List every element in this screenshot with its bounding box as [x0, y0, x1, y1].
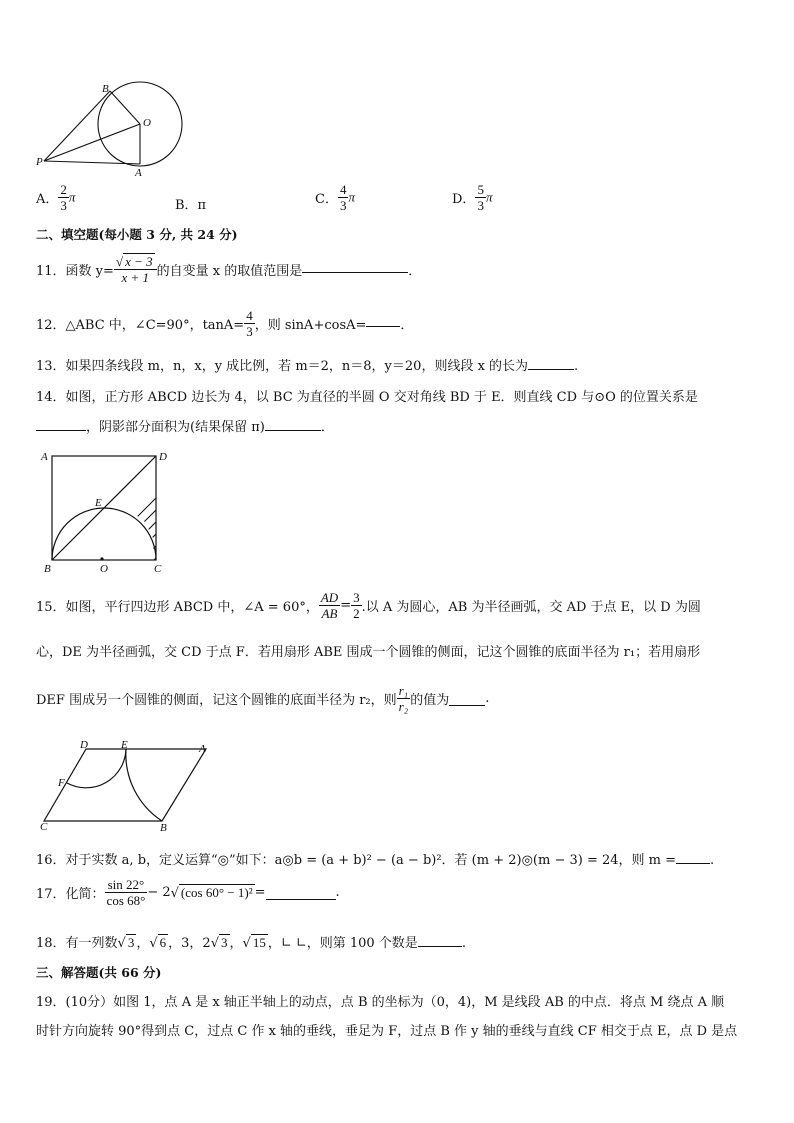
label-b: B — [102, 83, 109, 95]
option-b: B．π — [175, 198, 207, 213]
answer-blank-17[interactable] — [266, 885, 336, 900]
option-a: A． $\frac{2}{3}$ π — [36, 182, 76, 213]
question-11: 11．函数 y= $\frac{√ x - 3}{x + 1}$ 的自变量 x 的取值范围是 ． — [36, 254, 422, 285]
question-12: 12．△ABC 中，∠C=90°，tanA= $\frac{4}{3}$ ，则 sinA+cosA= ． — [36, 308, 414, 339]
answer-blank-15[interactable] — [449, 691, 485, 706]
figure-square-semicircle — [36, 448, 176, 578]
answer-blank-18[interactable] — [418, 932, 462, 947]
question-15-line3: DEF 围成另一个圆锥的侧面，记这个圆锥的底面半径为 r₂，则 $\frac{\text{r₁}}{\text{r₂}}$ 的值为 . — [36, 683, 490, 714]
option-c: C． $\frac{4}{3}$ π — [315, 182, 355, 213]
label-o: O — [100, 563, 108, 575]
figure-circle-tangents — [30, 80, 190, 180]
answer-blank-11[interactable] — [302, 258, 408, 273]
question-15-line2: 心，DE 为半径画弧，交 CD 于点 F．若用扇形 ABE 围成一个圆锥的侧面，记这个圆锥的底面半径为 r₁；若用扇形 — [36, 645, 701, 660]
label-p: P — [36, 156, 43, 168]
answer-blank-13[interactable] — [528, 355, 574, 370]
label-e: E — [95, 497, 102, 509]
question-16: 16．对于实数 a, b，定义运算“◎”如下：a◎b = (a + b)² − (a − b)²．若 (m + 2)◎(m − 3) = 24，则 m = . — [36, 849, 714, 868]
label-b: B — [160, 822, 167, 834]
label-c: C — [154, 563, 162, 575]
section-heading-solutions: 三、解答题(共 66 分) — [36, 965, 162, 980]
question-14-line2: ，阴影部分面积为(结果保留 π) ． — [36, 416, 334, 435]
question-13: 13．如果四条线段 m，n，x，y 成比例，若 m＝2，n＝8，y＝20，则线段 x 的长为 . — [36, 355, 578, 374]
label-c: C — [40, 821, 48, 833]
label-f: F — [58, 777, 65, 789]
figure-parallelogram-arcs — [36, 738, 216, 834]
question-15-line1: 15．如图，平行四边形 ABCD 中，∠A = 60°， $\frac{AD}{AB}$ = $\frac{3}{2}$ .以 A 为圆心，AB 为半径画弧，交 AD 于点 E，以 D 为圆 — [36, 590, 701, 621]
question-18: 18．有一列数√ 3 ，√ 6 ，3，2√ 3 ，√ 15 ，∟ ∟，则第 100 个数是 . — [36, 932, 466, 951]
label-d: D — [159, 451, 167, 463]
label-b: B — [44, 563, 51, 575]
label-a: A — [41, 451, 48, 463]
answer-blank-12[interactable] — [366, 312, 400, 327]
answer-blank-16[interactable] — [676, 849, 710, 864]
option-d: D． $\frac{5}{3}$ π — [452, 182, 493, 213]
label-d: D — [80, 739, 88, 751]
question-14-line1: 14．如图，正方形 ABCD 边长为 4，以 BC 为直径的半圆 O 交对角线 BD 于 E．则直线 CD 与⊙O 的位置关系是 — [36, 390, 698, 405]
answer-blank-14a[interactable] — [36, 416, 86, 431]
label-e: E — [121, 739, 128, 751]
answer-blank-14b[interactable] — [265, 416, 321, 431]
label-o: O — [143, 117, 151, 129]
section-heading-fill-blank: 二、填空题(每小题 3 分, 共 24 分) — [36, 227, 238, 242]
label-a: A — [135, 167, 142, 179]
label-a: A — [199, 743, 206, 755]
question-19-line1: 19．(10分）如图 1，点 A 是 x 轴正半轴上的动点，点 B 的坐标为（0，4)，M 是线段 AB 的中点．将点 M 绕点 A 顺 — [36, 995, 725, 1010]
question-17: 17．化简： $\frac{\sin 22^\circ}{\cos 68^\circ}$ − 2√ (cos 60° − 1)² = . — [36, 877, 340, 908]
question-19-line2: 时针方向旋转 90°得到点 C，过点 C 作 x 轴的垂线，垂足为 F，过点 B 作 y 轴的垂线与直线 CF 相交于点 E，点 D 是点 — [36, 1024, 738, 1039]
